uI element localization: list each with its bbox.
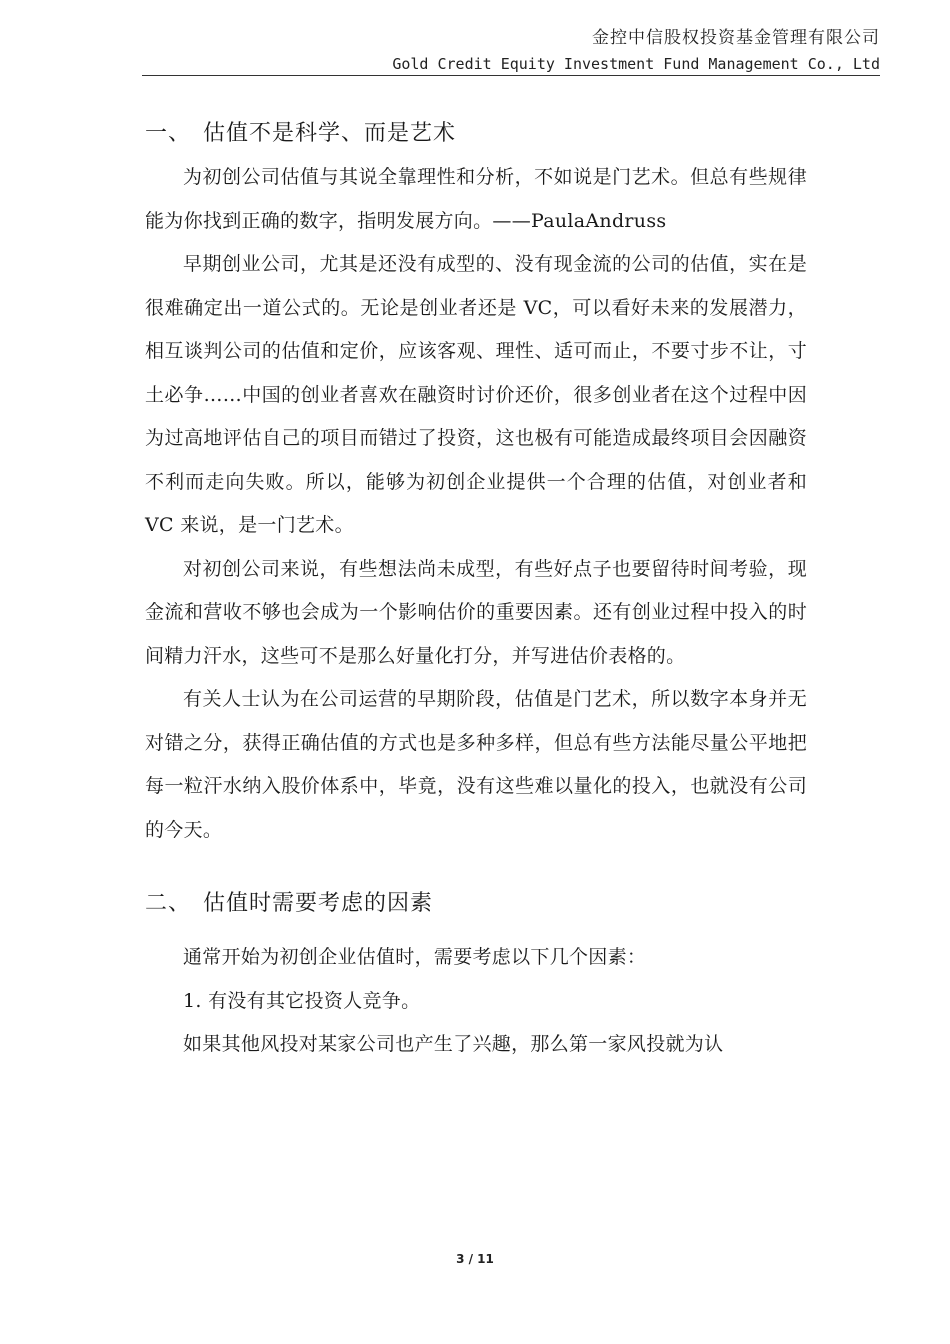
section-2-heading	[145, 882, 807, 926]
document-body	[145, 112, 807, 1067]
list-item-1-text: 如果其他风投对某家公司也产生了兴趣，那么第一家风投就为认	[183, 1033, 724, 1055]
section-2-intro: 通常开始为初创企业估值时，需要考虑以下几个因素：	[183, 946, 647, 968]
paragraph: 有关人士认为在公司运营的早期阶段，估值是门艺术，所以数字本身并无对错之分，获得正确估值的方式也是多种多样，但总有些方法能尽量公平地把每一粒汗水纳入股价体系中，毕竟，没有这些难以量化的投入，也就没有公司的今天。	[145, 688, 807, 841]
company-name-cn: 金控中信股权投资基金管理有限公司	[592, 28, 880, 48]
section-2-number: 二、	[145, 891, 192, 916]
page-number: 3 / 11	[456, 1252, 494, 1266]
paragraph: 对初创公司来说，有些想法尚未成型，有些好点子也要留待时间考验，现金流和营收不够也会成为一个影响估价的重要因素。还有创业过程中投入的时间精力汗水，这些可不是那么好量化打分，并写进估价表格的。	[145, 557, 807, 667]
paragraph: 为初创公司估值与其说全靠理性和分析，不如说是门艺术。但总有些规律能为你找到正确的数字，指明发展方向。——PaulaAndruss	[145, 166, 807, 232]
section-2-title: 估值时需要考虑的因素	[203, 891, 434, 916]
section-1-heading	[145, 112, 807, 156]
header-rule	[142, 75, 880, 76]
section-1-number: 一、	[145, 121, 192, 146]
company-name-en: Gold Credit Equity Investment Fund Management Co., Ltd	[392, 55, 880, 73]
paragraph: 早期创业公司，尤其是还没有成型的、没有现金流的公司的估值，实在是很难确定出一道公式的。无论是创业者还是 VC，可以看好未来的发展潜力，相互谈判公司的估值和定价，应该客观、理性、适可而止，不要寸步不让，寸土必争……中国的创业者喜欢在融资时讨价还价，很多创业者在这个过程中因为过高地评估自己的项目而错过了投资，这也极有可能造成最终项目会因融资不利而走向失败。所以，能够为初创企业提供一个合理的估值，对创业者和 VC 来说，是一门艺术。	[145, 253, 807, 536]
page-header	[392, 26, 880, 75]
section-1-title: 估值不是科学、而是艺术	[203, 121, 457, 146]
list-item-1: 1. 有没有其它投资人竞争。	[183, 989, 421, 1012]
